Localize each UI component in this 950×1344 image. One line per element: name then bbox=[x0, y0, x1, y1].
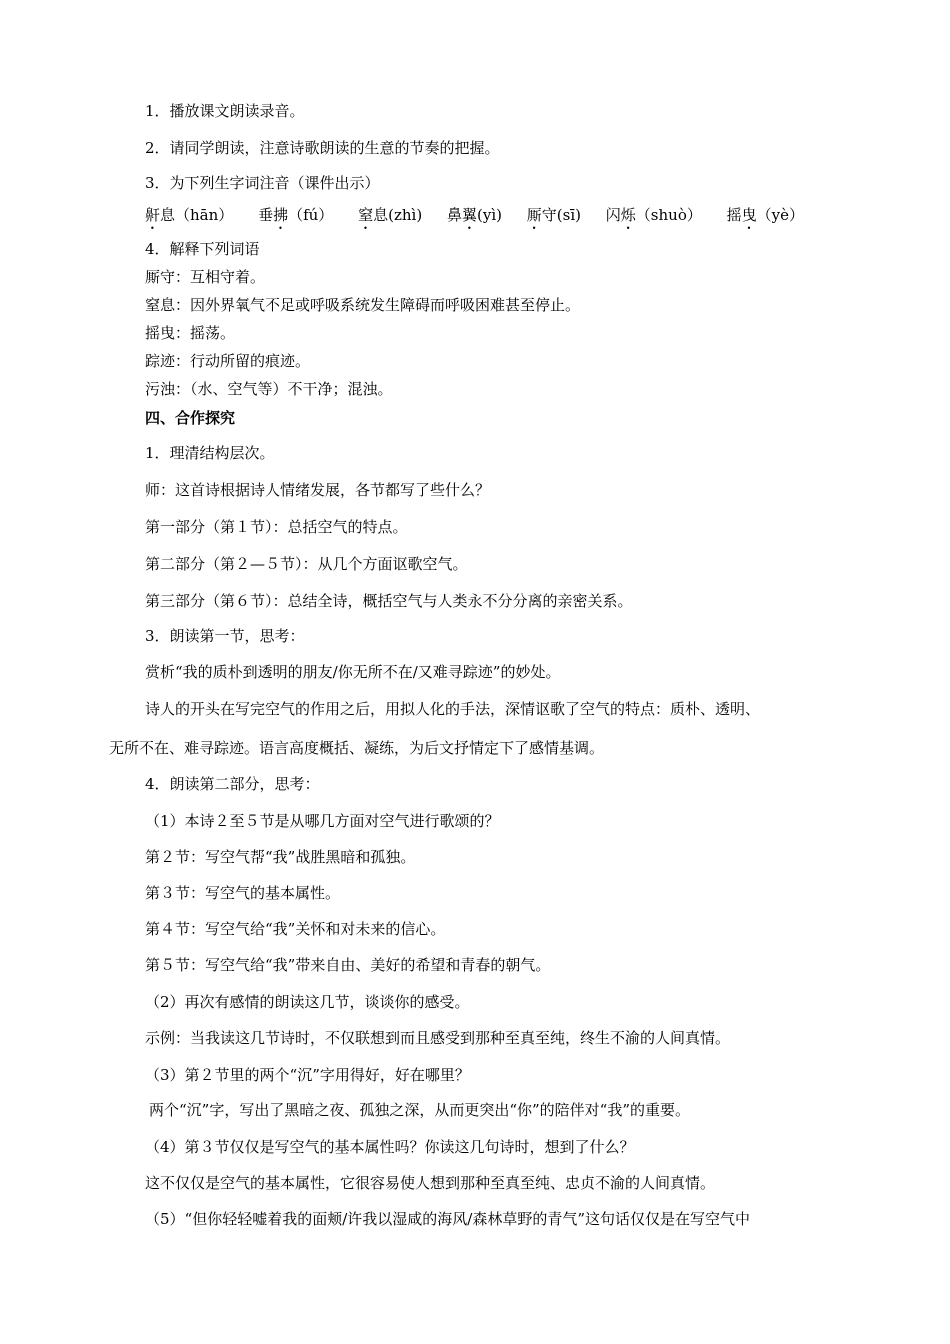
definition: 窒息：因外界氧气不足或呼吸系统发生障碍而呼吸困难甚至停止。 bbox=[145, 296, 581, 314]
paragraph: 无所不在、难寻踪迹。语言高度概括、凝练，为后文抒情定下了感情基调。 bbox=[109, 739, 605, 757]
section-heading: 四、合作探究 bbox=[145, 409, 236, 427]
definition: 摇曳：摇荡。 bbox=[145, 324, 236, 342]
question: （1）本诗２至５节是从哪几方面对空气进行歌颂的？ bbox=[145, 812, 500, 830]
paragraph: 3．朗读第一节，思考： bbox=[145, 627, 305, 645]
paragraph: 第二部分（第２—５节）：从几个方面讴歌空气。 bbox=[145, 555, 468, 573]
paragraph: 赏析“我的质朴到透明的朋友/你无所不在/又难寻踪迹”的妙处。 bbox=[145, 663, 561, 681]
definition: 厮守：互相守着。 bbox=[145, 268, 266, 286]
pinyin-list bbox=[145, 206, 824, 233]
question: （2）再次有感情的朗读这几节，谈谈你的感受。 bbox=[145, 993, 470, 1011]
paragraph: 第５节：写空气给“我”带来自由、美好的希望和青春的朝气。 bbox=[145, 956, 551, 974]
paragraph: 第三部分（第６节）：总结全诗，概括空气与人类永不分分离的亲密关系。 bbox=[145, 592, 633, 610]
paragraph: 第３节：写空气的基本属性。 bbox=[145, 884, 341, 902]
paragraph: 第２节：写空气帮“我”战胜黑暗和孤独。 bbox=[145, 848, 416, 866]
step-1: 1．播放课文朗读录音。 bbox=[145, 102, 305, 120]
pinyin-item: 窒息(zhì) bbox=[358, 206, 423, 224]
question: （3）第２节里的两个“沉”字用得好，好在哪里？ bbox=[145, 1066, 470, 1084]
question: （4）第３节仅仅是写空气的基本属性吗？你读这几句诗时，想到了什么？ bbox=[145, 1138, 635, 1156]
paragraph: 第４节：写空气给“我”关怀和对未来的信心。 bbox=[145, 920, 446, 938]
paragraph: 1．理清结构层次。 bbox=[145, 444, 275, 462]
pinyin-item: 垂拂（fú） bbox=[258, 206, 334, 224]
paragraph: 第一部分（第１节）：总括空气的特点。 bbox=[145, 518, 408, 536]
paragraph: 示例：当我读这几节诗时，不仅联想到而且感受到那种至真至纯，终生不渝的人间真情。 bbox=[145, 1029, 731, 1047]
paragraph: 4．朗读第二部分，思考： bbox=[145, 775, 320, 793]
pinyin-item: 摇曳（yè） bbox=[726, 206, 805, 224]
definition: 污浊：（水、空气等）不干净；混浊。 bbox=[145, 380, 393, 398]
pinyin-item: 鼾息（hān） bbox=[145, 206, 234, 224]
definition: 踪迹：行动所留的痕迹。 bbox=[145, 352, 311, 370]
paragraph: 诗人的开头在写完空气的作用之后，用拟人化的手法，深情讴歌了空气的特点：质朴、透明、 bbox=[145, 700, 761, 718]
paragraph: 两个“沉”字，写出了黑暗之夜、孤独之深，从而更突出“你”的陪伴对“我”的重要。 bbox=[149, 1101, 691, 1119]
paragraph: 这不仅仅是空气的基本属性，它很容易使人想到那种至真至纯、忠贞不渝的人间真情。 bbox=[145, 1174, 716, 1192]
step-4: 4．解释下列词语 bbox=[145, 240, 260, 258]
pinyin-item: 厮守(sī) bbox=[526, 206, 581, 224]
pinyin-item: 闪烁（shuò） bbox=[605, 206, 702, 224]
question: （5）“但你轻轻嘘着我的面颊/许我以湿咸的海风/森林草野的青气”这句话仅仅是在写空气中 bbox=[145, 1210, 750, 1228]
step-3: 3．为下列生字词注音（课件出示） bbox=[145, 174, 380, 192]
pinyin-item: 鼻翼(yì) bbox=[446, 206, 502, 224]
step-2: 2．请同学朗读，注意诗歌朗读的生意的节奏的把握。 bbox=[145, 139, 500, 157]
paragraph: 师：这首诗根据诗人情绪发展，各节都写了些什么？ bbox=[145, 481, 491, 499]
